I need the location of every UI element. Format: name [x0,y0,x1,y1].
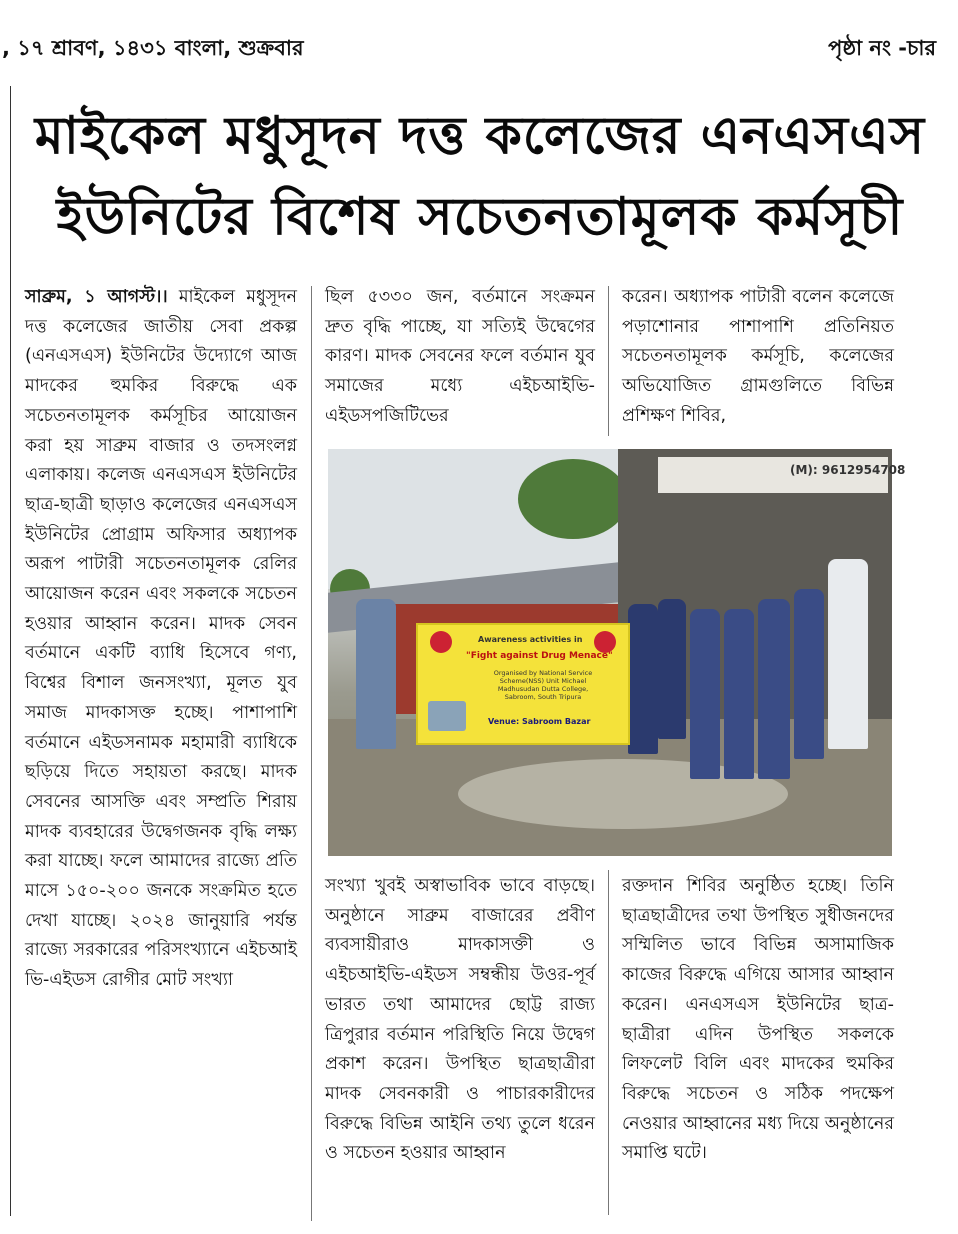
page-header [0,0,958,70]
column-3-bottom-text: রক্তদান শিবির অনুষ্ঠিত হচ্ছে। তিনি ছাত্রছাত্রীদের তথা উপস্থিত সুধীজনদের সম্মিলিত ভাবে বিভিন্ন অসামাজিক কাজের বিরুদ্ধে এগিয়ে আসার আহ্বান করেন। এনএসএস ইউনিটের ছাত্র-ছাত্রীরা এদিন উপস্থিত সকলকে লিফলেট বিলি এবং মাদকের হুমকির বিরুদ্ধে সচেতন ও সঠিক পদক্ষেপ নেওয়ার আহ্বানের মধ্য দিয়ে অনুষ্ঠানের সমাপ্তি ঘটে। [622,876,894,1164]
article-column-2-bottom [325,872,595,1169]
article-column-1 [25,283,297,996]
page-number: পৃষ্ঠা নং -চার [828,36,936,60]
awareness-banner [416,623,630,745]
photo-person-student [724,609,754,779]
college-logo-icon [594,631,616,653]
column-divider-2-bottom [608,870,609,1215]
photo-person-student [658,599,686,739]
shop-sign-text: (M): 9612954708 [790,463,906,477]
photo-person-student [690,609,720,779]
photo-person-man [356,599,396,749]
headline-line-2: ইউনিটের বিশেষ সচেতনতামূলক কর্মসূচী [56,187,904,247]
dateline: সাব্রুম, ১ আগস্ট।। [25,287,168,307]
nss-logo-icon [430,631,452,653]
event-photo [328,449,906,856]
column-divider-1 [311,286,312,1221]
issue-date: , ১৭ শ্রাবণ, ১৪৩১ বাংলা, শুক্রবার [2,36,304,60]
banner-title: Awareness activities in [478,635,583,644]
banner-venue: Venue: Sabroom Bazar [488,717,591,726]
banner-main-text: "Fight against Drug Menace" [466,651,613,661]
column-3-top-text: করেন। অধ্যাপক পাটারী বলেন কলেজে পড়াশোনার পাশাপাশি প্রতিনিয়ত সচেতনতামূলক কর্মসূচি, কলেজের অভিযোজিত গ্রামগুলিতে বিভিন্ন প্রশিক্ষণ শিবির, [622,287,894,426]
column-2-bottom-text: সংখ্যা খুবই অস্বাভাবিক ভাবে বাড়ছে। অনুষ্ঠানে সাব্রুম বাজারের প্রবীণ ব্যবসায়ীরাও মাদকাসক্তী ও এইচআইভি-এইডস সম্বন্ধীয় উওর-পূর্ব ভারত তথা আমাদের ছোট্ট রাজ্য ত্রিপুরার বর্তমান পরিস্থিতি নিয়ে উদ্বেগ প্রকাশ করেন। উপস্থিত ছাত্রছাত্রীরা মাদক সেবনকারী ও পাচারকারীদের বিরুদ্ধে বিভিন্ন আইনি তথ্য তুলে ধরেন ও সচেতন হওয়ার আহ্বান [325,876,595,1164]
headline-line-1: মাইকেল মধুসূদন দত্ত কলেজের এনএসএস [34,106,926,166]
column-1-text: মাইকেল মধুসূদন দত্ত কলেজের জাতীয় সেবা প্রকল্প (এনএসএস) ইউনিটের উদ্যোগে আজ মাদকের হুমকির বিরুদ্ধে এক সচেতনতামূলক কর্মসূচির আয়োজন করা হয় সাব্রুম বাজার ও তদসংলগ্ন এলাকায়। কলেজ এনএসএস ইউনিটের ছাত্র-ছাত্রী ছাড়াও কলেজের এনএসএস ইউনিটের প্রোগ্রাম অফিসার অধ্যাপক অরূপ পাটারী সচেতনতামূলক রেলির আয়োজন করেন এবং সকলকে সচেতন হওয়ার আহ্বান করেন। মাদক সেবন বর্তমানে একটি ব্যাধি হিসেবে গণ্য, বিশ্বের বিশাল জনসংখ্যা, মূলত যুব সমাজ মাদকাসক্ত হচ্ছে। পাশাপাশি বর্তমানে এইডসনামক মহামারী ব্যাধিকে ছড়িয়ে দিতে সহায়তা করছে। মাদক সেবনের আসক্তি এবং সম্প্রতি শিরায় মাদক ব্যবহারের উদ্বেগজনক বৃদ্ধি লক্ষ্য করা যাচ্ছে। ফলে আমাদের রাজ্যে প্রতি মাসে ১৫০-২০০ জনকে সংক্রমিত হতে দেখা যাচ্ছে। ২০২৪ জানুয়ারি পর্যন্ত রাজ্যে সরকারের পরিসংখ্যানে এইচআই ভি-এইডস রোগীর মোট সংখ্যা [25,287,297,991]
left-margin-rule [10,86,11,1216]
column-divider-2-top [608,286,609,436]
article-column-3-top [622,283,894,432]
photo-person-student [628,604,658,754]
photo-person-student [828,559,868,749]
article-column-2-top [325,283,595,432]
photo-tree [518,459,628,539]
photo-person-student [758,599,790,779]
banner-picture [428,701,466,731]
column-2-top-text: ছিল ৫৩৩০ জন, বর্তমানে সংক্রমন দ্রুত বৃদ্ধি পাচ্ছে, যা সত্যিই উদ্বেগের কারণ। মাদক সেবনের ফলে বর্তমান যুব সমাজের মধ্যে এইচআইভি-এইডসপজিটিভের [325,287,595,426]
photo-person-student [794,589,824,759]
article-column-3-bottom [622,872,894,1169]
banner-organiser: Organised by National Service Scheme(NSS) Unit Michael Madhusudan Dutta College, Sabroom, South Tripura [493,669,593,701]
